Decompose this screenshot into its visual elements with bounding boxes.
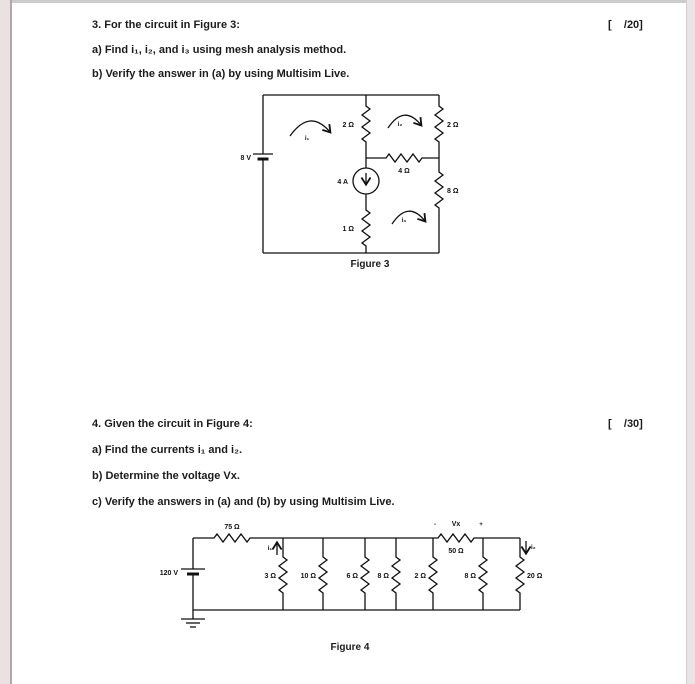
resistor-1ohm-center: [362, 194, 370, 253]
label-8v: 8 V: [240, 155, 251, 162]
battery-120v-icon: [181, 569, 205, 574]
wire-top-with-resistors: [193, 534, 520, 542]
page-edge-top: [0, 0, 695, 3]
mesh-arc: [290, 121, 330, 136]
label-50ohm: 50 Ω: [448, 548, 464, 555]
resistor-zigzag: [429, 538, 437, 610]
label-i2: i₂: [397, 121, 403, 128]
label-2ohm: 2 Ω: [414, 573, 426, 580]
resistor-zigzag: [362, 194, 370, 253]
label-8ohm: 8 Ω: [377, 573, 389, 580]
right-edge-resistors: [435, 95, 443, 253]
label-10ohm: 10 Ω: [300, 573, 316, 580]
resistor-10ohm-branch: [319, 538, 327, 610]
label-1ohm: 1 Ω: [342, 226, 354, 233]
label-3ohm: 3 Ω: [264, 573, 276, 580]
q3-item-b: b) Verify the answer in (a) by using Multisim Live.: [92, 68, 350, 80]
label-2ohm-right: 2 Ω: [447, 122, 459, 129]
mesh-arrow-i3-icon: [392, 211, 425, 224]
mesh-arc: [392, 211, 425, 224]
mesh-arc: [388, 115, 421, 128]
page-edge-left: [0, 0, 12, 684]
label-i1: i₁: [304, 135, 310, 142]
resistor-zigzag: [319, 538, 327, 610]
resistor-20ohm-edge: [516, 538, 524, 610]
resistor-zigzag: [435, 95, 443, 253]
mesh-arrow-i2-icon: [388, 115, 421, 128]
label-4ohm: 4 Ω: [398, 168, 410, 175]
label-8ohm: 8 Ω: [447, 188, 459, 195]
q3-marks: [ /20]: [608, 19, 643, 31]
vx-sign-left: -: [433, 521, 437, 528]
resistor-4ohm-middle: [366, 154, 439, 162]
resistor-8ohm-right-branch: [479, 538, 487, 610]
resistor-3ohm-branch: [279, 538, 287, 610]
resistor-2ohm-branch: [429, 538, 437, 610]
q4-item-b: b) Determine the voltage Vx.: [92, 470, 240, 482]
resistor-6ohm-branch: [361, 538, 369, 610]
q4-item-a: a) Find the currents i₁ and i₂.: [92, 444, 243, 456]
figure3-caption: Figure 3: [350, 259, 390, 270]
resistor-zigzag: [361, 538, 369, 610]
figure3-circuit-diagram: [240, 92, 470, 264]
mesh-arrow-i1-icon: [290, 121, 330, 136]
q4-item-c: c) Verify the answers in (a) and (b) by using Multisim Live.: [92, 496, 395, 508]
resistor-zigzag: [279, 538, 287, 610]
label-i1: i₁: [267, 545, 272, 552]
label-2ohm-center: 2 Ω: [342, 122, 354, 129]
current-source-4a-icon: [353, 168, 379, 194]
ground-icon: [181, 610, 205, 627]
label-4a: 4 A: [337, 179, 348, 186]
resistor-zigzag: [516, 538, 524, 610]
battery-8v-icon: [253, 154, 273, 159]
label-6ohm: 6 Ω: [346, 573, 358, 580]
label-75ohm: 75 Ω: [224, 524, 240, 531]
resistor-2ohm-center: [362, 95, 370, 168]
q4-title: 4. Given the circuit in Figure 4:: [92, 418, 253, 430]
resistor-zigzag: [366, 154, 439, 162]
figure4-caption: Figure 4: [330, 642, 370, 653]
vx-sign-right: +: [479, 521, 483, 528]
figure4-wires: [193, 534, 520, 610]
page-edge-right: [686, 0, 695, 684]
label-vx: Vx: [451, 521, 461, 528]
label-8ohm-right: 8 Ω: [464, 573, 476, 580]
label-i3: i₃: [401, 217, 407, 224]
resistor-8ohm-branch: [392, 538, 400, 610]
label-20ohm: 20 Ω: [527, 573, 543, 580]
label-i2: i₂: [531, 544, 536, 551]
resistor-zigzag: [479, 538, 487, 610]
label-120v: 120 V: [159, 570, 178, 577]
q3-item-a: a) Find i₁, i₂, and i₃ using mesh analysis method.: [92, 44, 347, 56]
q4-marks: [ /30]: [608, 418, 643, 430]
resistor-zigzag: [392, 538, 400, 610]
resistor-zigzag: [362, 95, 370, 168]
figure4-circuit-diagram: [150, 515, 570, 650]
q3-title: 3. For the circuit in Figure 3:: [92, 19, 240, 31]
